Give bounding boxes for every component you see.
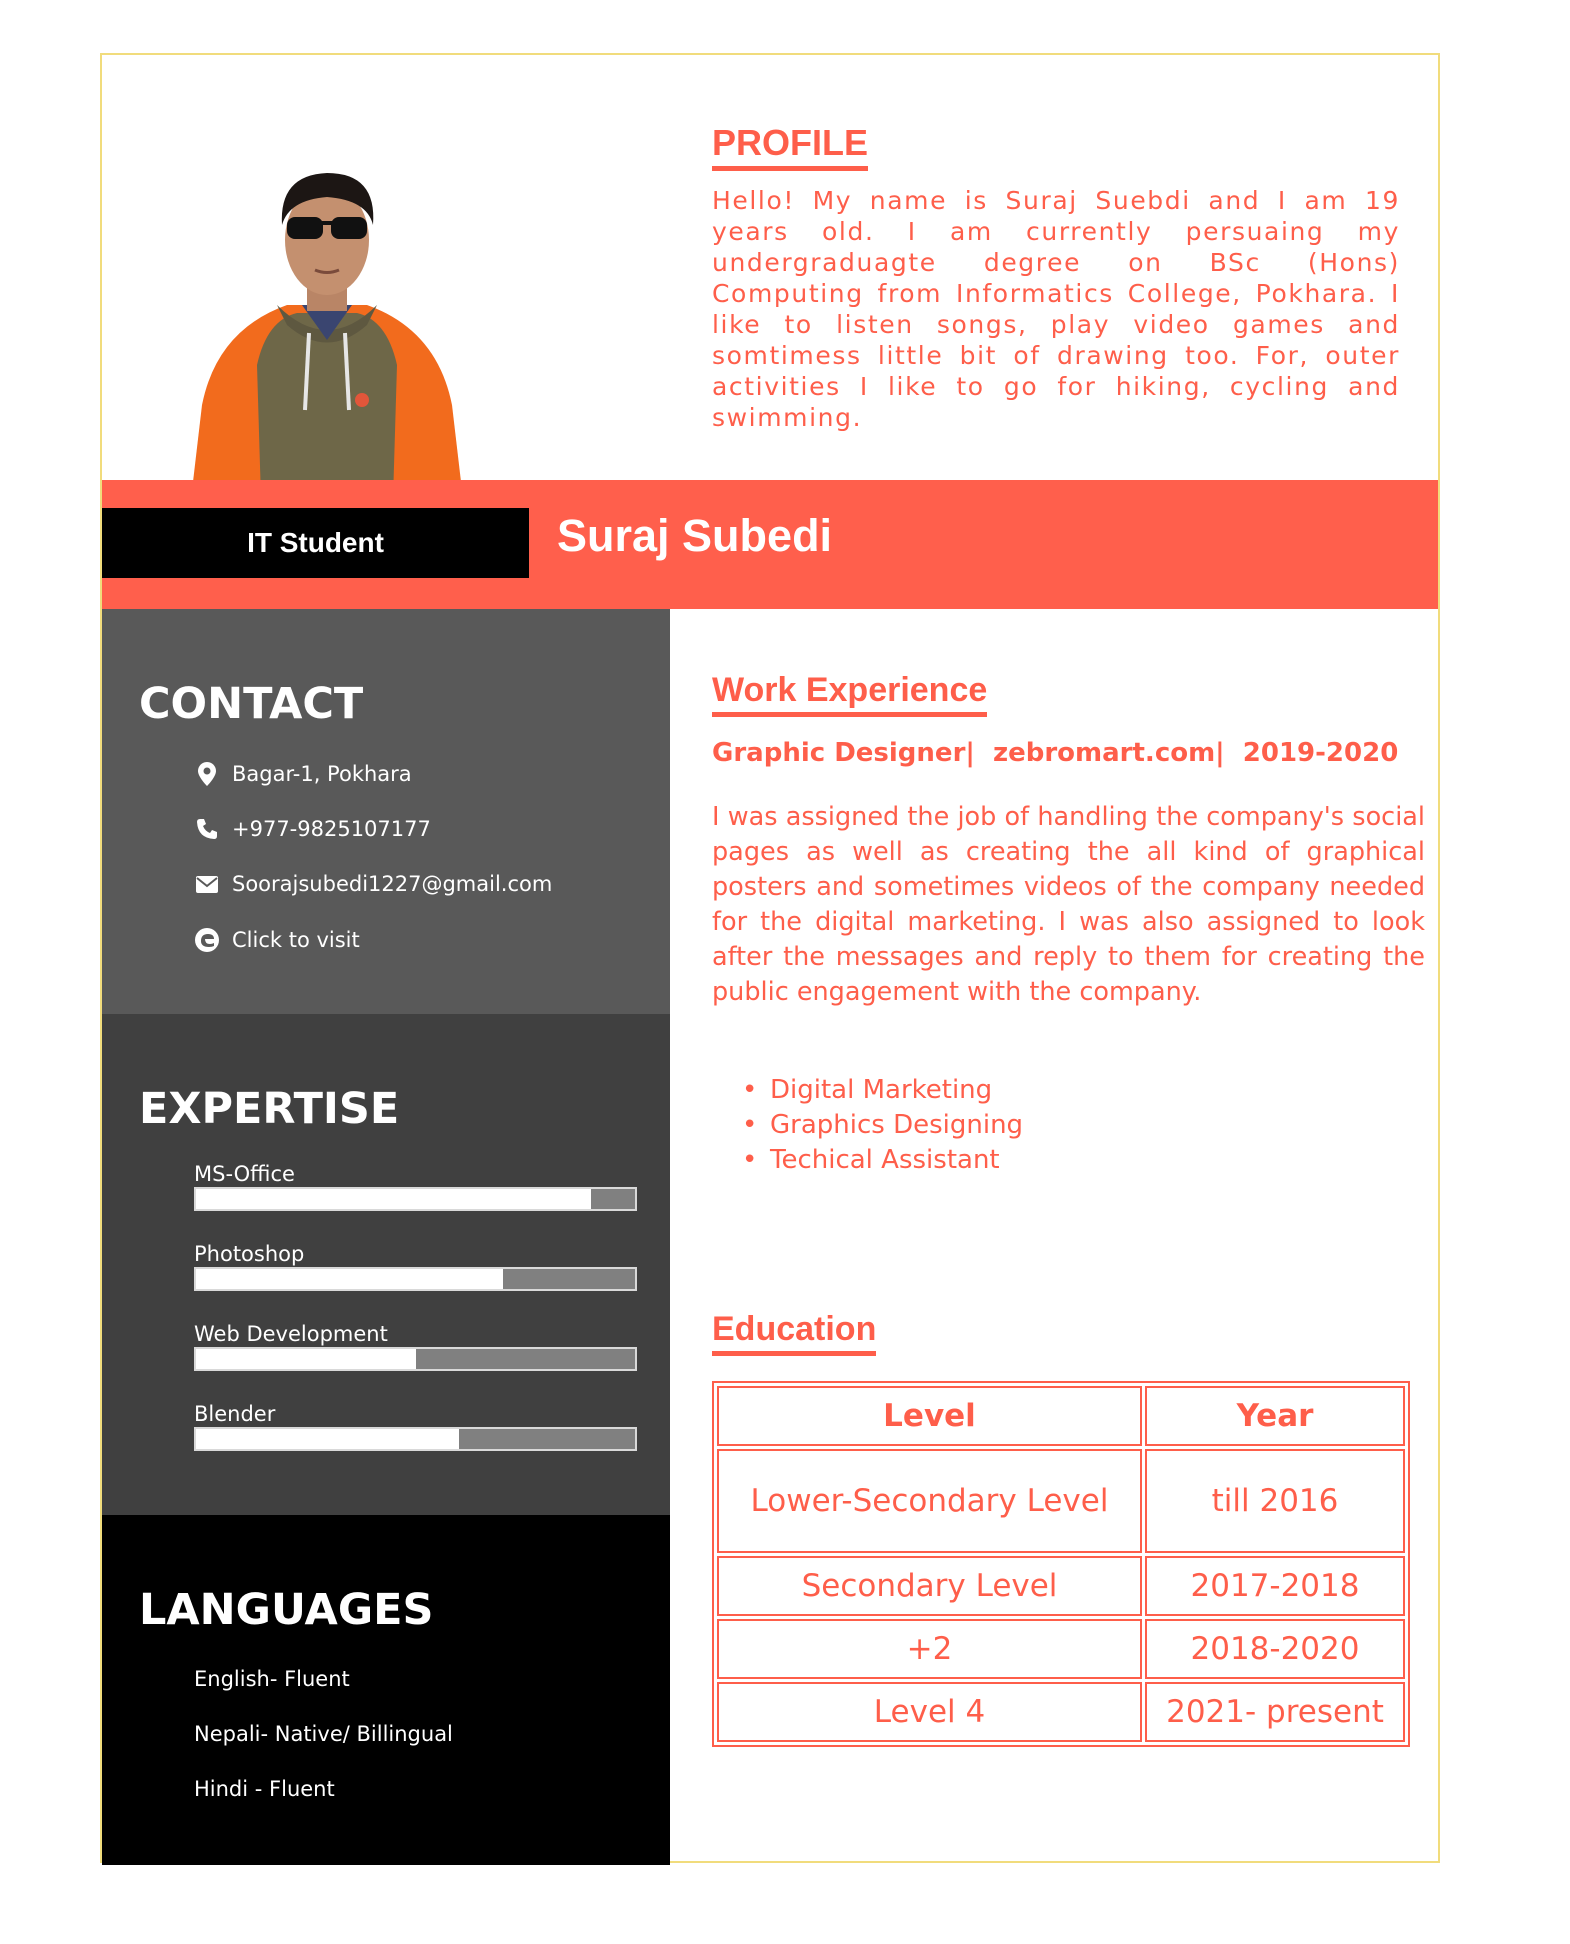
resume-page: [100, 53, 1440, 1863]
skill-ms-office: [194, 1161, 637, 1211]
table-cell: Level 4: [717, 1682, 1142, 1742]
contact-email: [194, 871, 552, 897]
duties-list: [742, 1073, 1023, 1178]
table-cell: 2017-2018: [1145, 1556, 1405, 1616]
envelope-icon: [194, 871, 220, 897]
language-item: English- Fluent: [194, 1667, 350, 1691]
table-cell: 2021- present: [1145, 1682, 1405, 1742]
skill-label: Web Development: [194, 1322, 388, 1346]
education-table: [712, 1381, 1410, 1747]
full-name: Suraj Subedi: [557, 510, 833, 561]
table-header-row: [717, 1386, 1405, 1446]
table-row: [717, 1556, 1405, 1616]
skill-label: MS-Office: [194, 1162, 295, 1186]
phone-icon: [194, 816, 220, 842]
list-item: • Graphics Designing: [742, 1108, 1023, 1143]
table-cell: Lower-Secondary Level: [717, 1449, 1142, 1553]
table-cell: Secondary Level: [717, 1556, 1142, 1616]
contact-phone-text: +977-9825107177: [232, 817, 431, 841]
contact-address-text: Bagar-1, Pokhara: [232, 762, 412, 786]
table-cell: 2018-2020: [1145, 1619, 1405, 1679]
skill-bar-fill: [196, 1189, 591, 1209]
skill-bar-fill: [196, 1349, 416, 1369]
expertise-section: [102, 1014, 670, 1515]
languages-heading: LANGUAGES: [139, 1585, 434, 1635]
profile-heading: PROFILE: [712, 122, 868, 171]
profile-text: Hello! My name is Suraj Suebdi and I am 19 years old. I am currently persuaing my undergraduagte degree on BSc (Hons) Computing from Informatics College, Pokhara. I like to listen songs, play video games and somtimess little bit of drawing too. For, outer activities I like to go for hiking, cycling and swimming.: [712, 186, 1400, 432]
job-title-badge: IT Student: [102, 508, 529, 578]
skill-label: Photoshop: [194, 1242, 305, 1266]
skill-bar-fill: [196, 1269, 503, 1289]
skill-bar: [194, 1267, 637, 1291]
table-cell: +2: [717, 1619, 1142, 1679]
name-band: [102, 480, 1438, 609]
skill-bar: [194, 1347, 637, 1371]
contact-website-link[interactable]: Click to visit: [232, 928, 360, 952]
list-item: • Digital Marketing: [742, 1073, 1023, 1108]
contact-website[interactable]: [194, 927, 360, 953]
contact-heading: CONTACT: [139, 679, 364, 729]
work-experience-heading: Work Experience: [712, 671, 987, 717]
list-item: • Techical Assistant: [742, 1143, 1023, 1178]
location-pin-icon: [194, 761, 220, 787]
profile-photo: [167, 155, 487, 533]
skill-web-development: [194, 1321, 637, 1371]
contact-section: [102, 609, 670, 1014]
job-line: Graphic Designer| zebromart.com| 2019-2020: [712, 738, 1399, 768]
skill-photoshop: [194, 1241, 637, 1291]
language-item: Hindi - Fluent: [194, 1777, 335, 1801]
expertise-heading: EXPERTISE: [139, 1084, 400, 1134]
contact-address: [194, 761, 412, 787]
contact-email-text[interactable]: Soorajsubedi1227@gmail.com: [232, 872, 553, 896]
skill-bar-fill: [196, 1429, 459, 1449]
skill-blender: [194, 1401, 637, 1451]
table-row: [717, 1449, 1405, 1553]
skill-bar: [194, 1187, 637, 1211]
skill-label: Blender: [194, 1402, 276, 1426]
job-description: I was assigned the job of handling the company's social pages as well as creating the all kind of graphical posters and sometimes videos of the company needed for the digital marketing. I was also assigned to look after the messages and reply to them for creating the public engagement with the company.: [712, 802, 1425, 1007]
table-row: [717, 1682, 1405, 1742]
column-header-year: Year: [1145, 1386, 1405, 1446]
skill-bar: [194, 1427, 637, 1451]
table-cell: till 2016: [1145, 1449, 1405, 1553]
column-header-level: Level: [717, 1386, 1142, 1446]
education-heading: Education: [712, 1310, 876, 1356]
sidebar: [102, 609, 670, 1865]
browser-icon: [194, 927, 220, 953]
contact-phone: [194, 816, 431, 842]
table-row: [717, 1619, 1405, 1679]
language-item: Nepali- Native/ Billingual: [194, 1722, 453, 1746]
languages-section: [102, 1515, 670, 1865]
